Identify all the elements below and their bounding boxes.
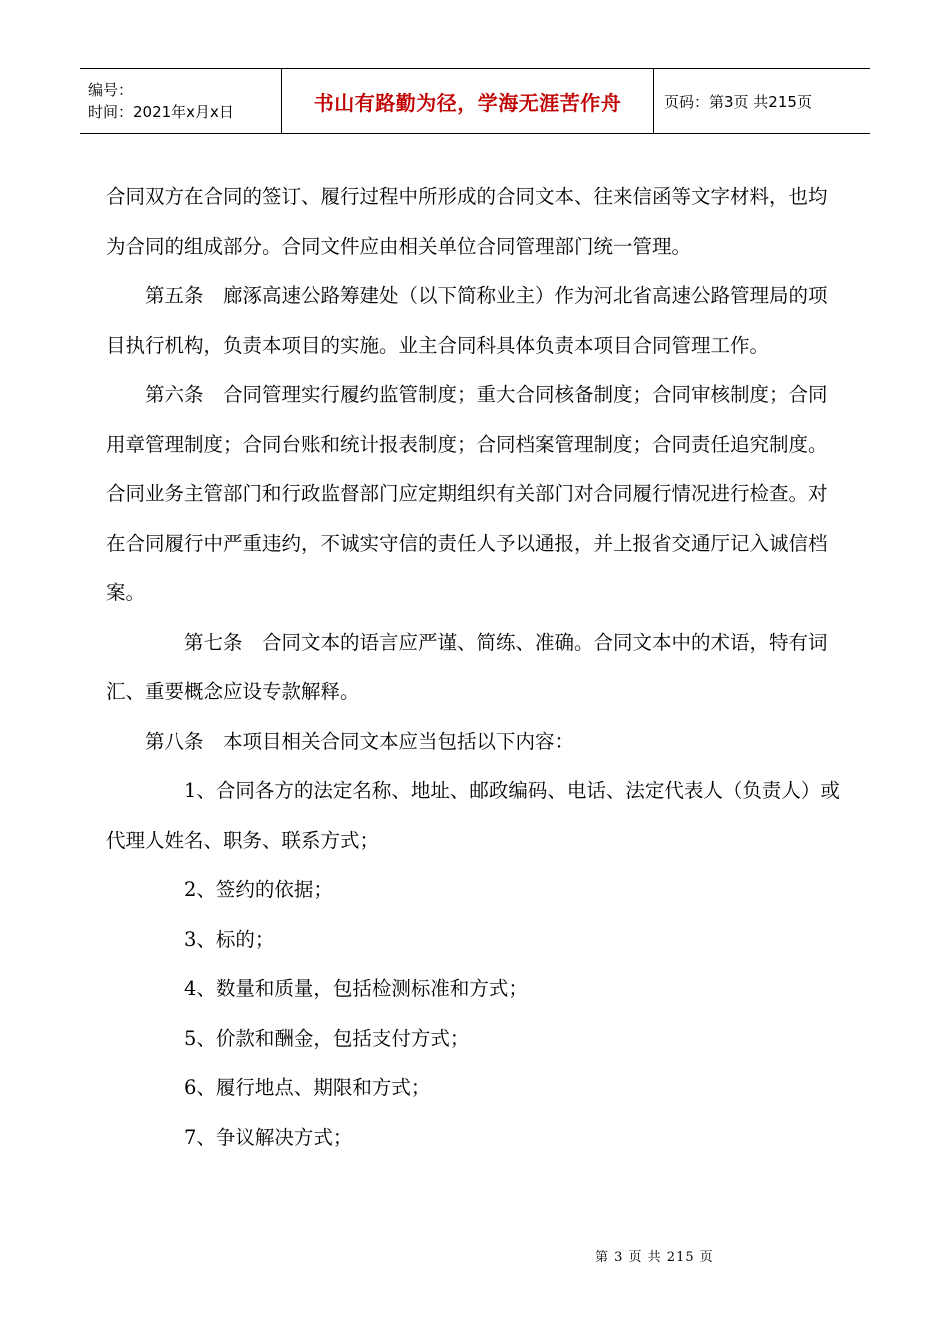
header-meta: [80, 69, 282, 133]
document-number-label: 编号：: [88, 81, 134, 99]
paragraph: 1、合同各方的法定名称、地址、邮政编码、电话、法定代表人（负责人）或代理人姓名、职务、联系方式；: [106, 779, 840, 852]
paragraph: 合同双方在合同的签订、履行过程中所形成的合同文本、往来信函等文字材料，也均为合同的组成部分。合同文件应由相关单位合同管理部门统一管理。: [106, 185, 828, 258]
paragraph: 6、履行地点、期限和方式；: [184, 1076, 431, 1099]
header-page-info: 页码：第3页 共215页: [664, 92, 812, 111]
paragraph: 7、争议解决方式；: [184, 1125, 353, 1149]
document-date: 时间：2021年x月x日: [88, 103, 234, 121]
footer-page-number: 第 3 页 共 215 页: [595, 1250, 714, 1265]
document-body: [106, 172, 846, 1162]
paragraph: 第七条 合同文本的语言应严谨、简练、准确。合同文本中的术语，特有词汇、重要概念应设专款解释。: [106, 630, 828, 703]
paragraph: 第六条 合同管理实行履约监管制度；重大合同核备制度；合同审核制度；合同用章管理制度；合同台账和统计报表制度；合同档案管理制度；合同责任追究制度。合同业务主管部门和行政监督部门应定期组织有关部门对合同履行情况进行检查。对在合同履行中严重违约，不诚实守信的责任人予以通报，并上报省交通厅记入诚信档案。: [106, 383, 828, 604]
paragraph: 第五条 廊涿高速公路筹建处（以下简称业主）作为河北省高速公路管理局的项目执行机构，负责本项目的实施。业主合同科具体负责本项目合同管理工作。: [106, 284, 828, 357]
header-motto: 书山有路勤为径，学海无涯苦作舟: [282, 69, 654, 133]
paragraph: 2、签约的依据；: [184, 878, 333, 901]
paragraph: 4、数量和质量，包括检测标准和方式；: [184, 977, 528, 1000]
paragraph: 第八条 本项目相关合同文本应当包括以下内容：: [145, 729, 575, 753]
page-header: [80, 68, 870, 134]
paragraph: 5、价款和酬金，包括支付方式；: [184, 1026, 470, 1050]
paragraph: 3、标的；: [184, 927, 275, 951]
